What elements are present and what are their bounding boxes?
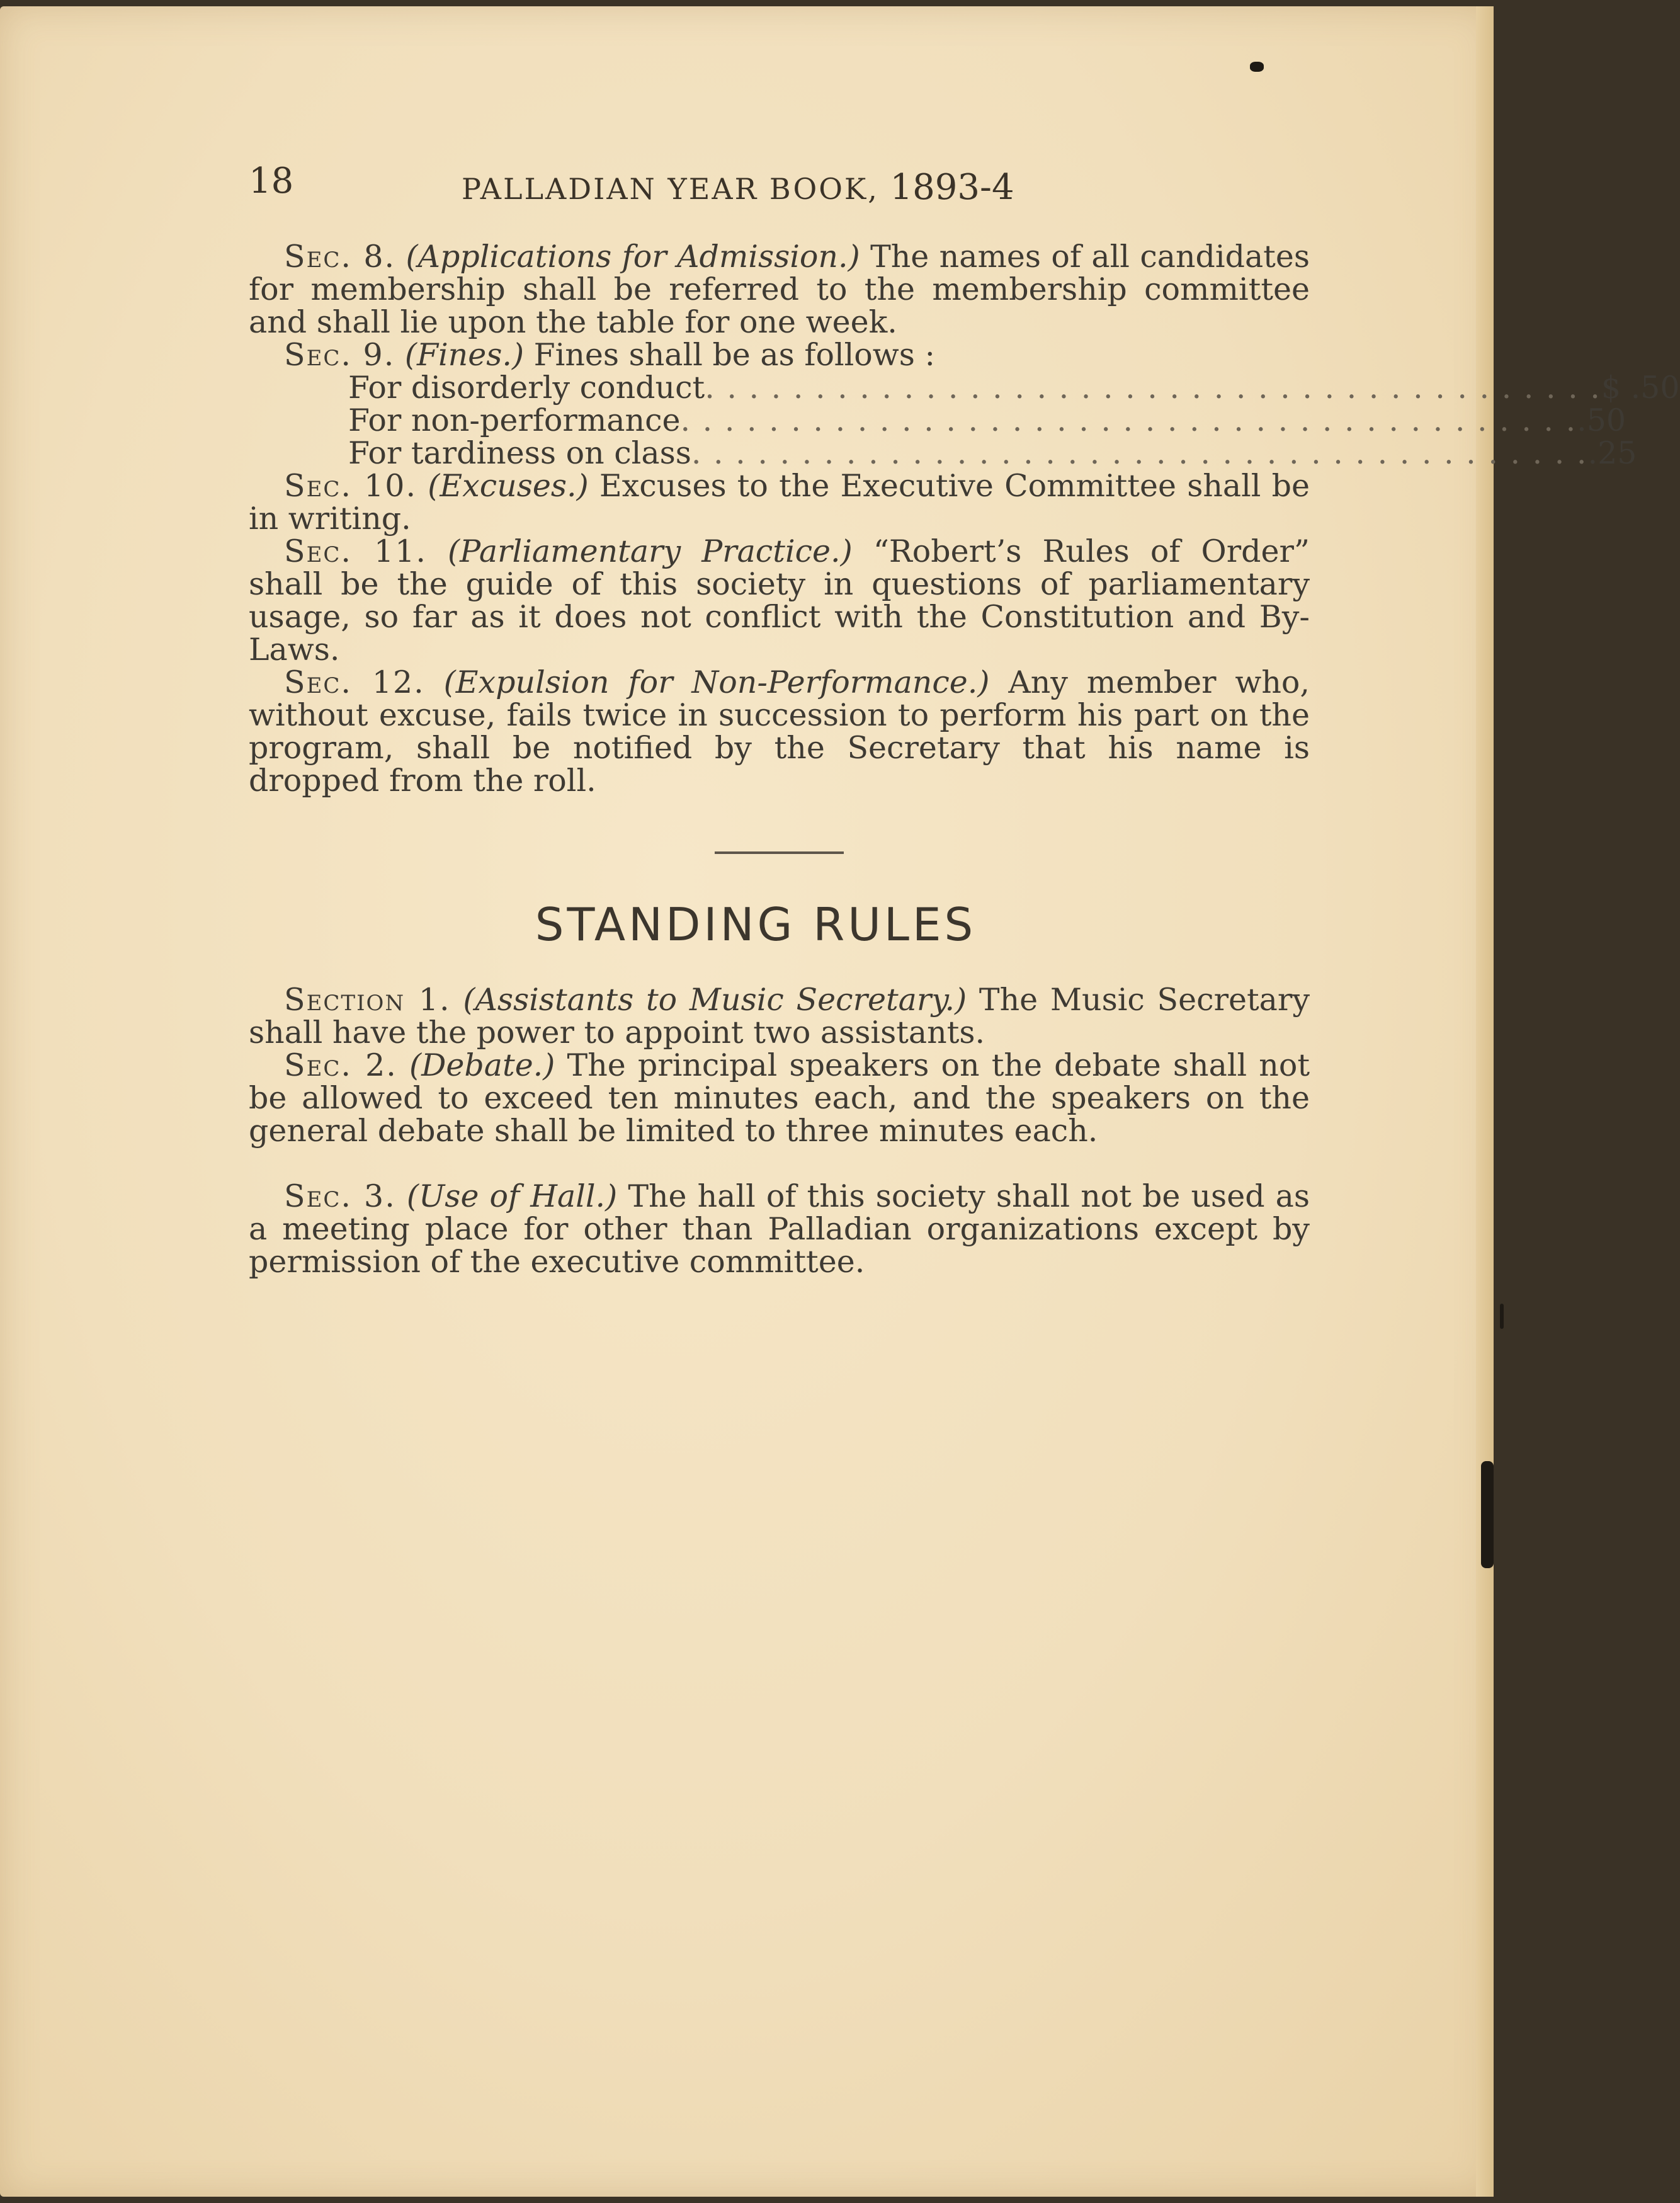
section-label: Sec. 11.	[284, 533, 427, 569]
standing-rule-section-3	[249, 1180, 1310, 1278]
paper-tear-mark	[1481, 1461, 1494, 1568]
running-title	[462, 167, 1014, 208]
section-title: (Applications for Admission.)	[406, 239, 860, 275]
page-number: 18	[249, 161, 294, 202]
fine-row	[348, 402, 1626, 438]
fine-amount: $ .50	[1601, 370, 1680, 406]
section-title: (Use of Hall.)	[406, 1178, 618, 1214]
bylaw-section-8	[249, 241, 1310, 339]
section-title: (Parliamentary Practice.)	[448, 533, 853, 569]
leader-dots: . . . . . . . . . . . . . . . . . . . . . . . . . . . . . . . . . . . . . . . . .	[691, 435, 1588, 471]
fine-label: For tardiness on class	[348, 435, 691, 471]
section-title: (Fines.)	[404, 337, 525, 373]
section-text: Any member who, without excuse, fails twice in succession to perform his part on the program, shall be notified by the Secretary that his name is dropped from the roll.	[249, 664, 1310, 799]
section-text: Excuses to the Executive Committee shall be in writing.	[249, 468, 1310, 537]
ink-spot	[1250, 62, 1264, 72]
section-title: (Debate.)	[409, 1047, 555, 1083]
section-text: The principal speakers on the debate shall not be allowed to exceed ten minutes each, and the speakers on the general debate shall be limited to three minutes each.	[249, 1047, 1310, 1149]
standing-rule-section-2	[249, 1049, 1310, 1147]
section-text: The hall of this society shall not be used as a meeting place for other than Palladian organizations except by permission of the executive committee.	[249, 1178, 1310, 1280]
standing-rules-heading: STANDING RULES	[535, 898, 977, 951]
section-label: Section 1.	[284, 982, 451, 1018]
page-edge	[1476, 6, 1494, 2197]
bylaw-section-11	[249, 535, 1310, 666]
leader-dots: . . . . . . . . . . . . . . . . . . . . . . . . . . . . . . . . . . . . . . . . .	[680, 402, 1577, 438]
section-title: (Expulsion for Non-Performance.)	[443, 664, 990, 700]
bylaw-section-12	[249, 666, 1310, 797]
standing-rule-section-1	[249, 984, 1310, 1049]
running-header	[249, 161, 1313, 211]
section-label: Sec. 12.	[284, 664, 425, 700]
fine-row	[348, 435, 1637, 471]
book-title: PALLADIAN YEAR BOOK,	[462, 172, 879, 206]
section-text: The Music Secretary shall have the power to appoint two assistants.	[249, 982, 1310, 1050]
bylaw-section-10	[249, 470, 1310, 535]
paper-tear-mark	[1500, 1304, 1504, 1329]
section-label: Sec. 8.	[284, 239, 396, 275]
section-divider	[715, 851, 844, 854]
section-label: Sec. 2.	[284, 1047, 397, 1083]
section-text: Fines shall be as follows :	[533, 337, 935, 373]
section-label: Sec. 9.	[284, 337, 395, 373]
fines-table	[348, 370, 1680, 471]
section-title: (Assistants to Music Secretary.)	[463, 982, 967, 1018]
book-page	[0, 6, 1680, 2197]
fine-amount: .50	[1577, 402, 1626, 438]
fine-label: For disorderly conduct	[348, 370, 705, 406]
section-title: (Excuses.)	[428, 468, 589, 504]
leader-dots: . . . . . . . . . . . . . . . . . . . . . . . . . . . . . . . . . . . . . . . . .	[705, 370, 1601, 406]
bylaw-section-9	[249, 339, 1310, 372]
section-text: “Robert’s Rules of Order” shall be the guide of this society in questions of parliamentary usage, so far as it does not conflict with the Constitution and By-Laws.	[249, 533, 1310, 668]
fine-amount: .25	[1587, 435, 1637, 471]
section-label: Sec. 10.	[284, 468, 417, 504]
fine-label: For non-performance	[348, 402, 681, 438]
fine-row	[348, 370, 1680, 406]
section-label: Sec. 3.	[284, 1178, 396, 1214]
book-year: 1893-4	[890, 167, 1014, 208]
section-text: The names of all candidates for membership shall be referred to the membership committee and shall lie upon the table for one week.	[249, 239, 1310, 340]
